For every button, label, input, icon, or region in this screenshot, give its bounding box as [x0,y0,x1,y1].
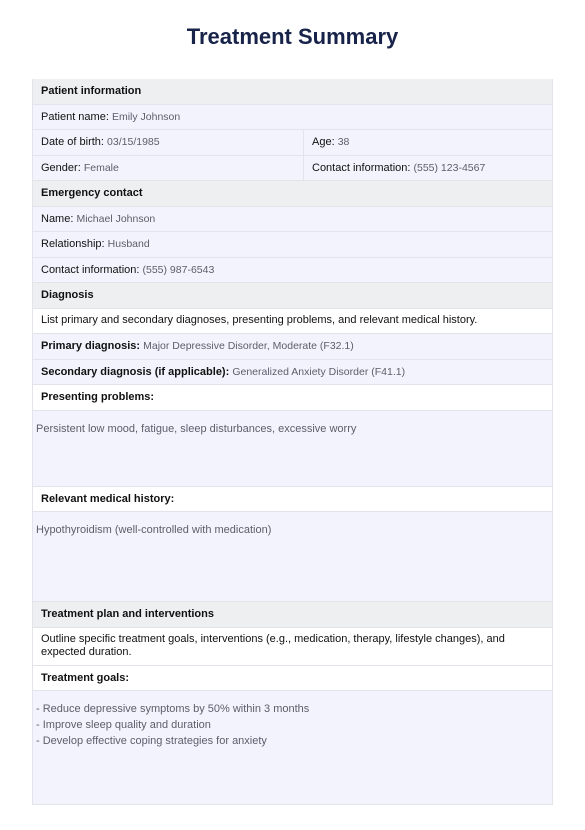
section-patient-information [33,79,552,105]
field-label: Presenting problems: [41,391,155,404]
field-label: Treatment goals: [41,671,130,684]
gender-contact-row [33,156,552,182]
relationship-value: Husband [107,238,150,251]
relationship-row [33,232,552,258]
dob-field[interactable] [33,130,303,155]
emergency-contact-info-row [33,258,552,284]
presenting-problems-label-row [33,385,552,411]
field-label: Relationship: [41,238,105,251]
treatment-goals-textarea[interactable] [33,691,552,804]
patient-name-value: Emily Johnson [111,110,181,123]
treatment-goal-item: - Improve sleep quality and duration [36,719,211,731]
section-heading: Diagnosis [33,283,552,308]
treatment-goal-item: - Develop effective coping strategies for anxiety [36,735,267,747]
document-title: Treatment Summary [186,24,399,49]
field-label: Contact information: [41,263,140,276]
field-label: Patient name: [41,110,109,123]
medical-history-row [33,512,552,602]
field-label: Contact information: [312,161,411,174]
secondary-diagnosis-field[interactable] [33,360,552,385]
patient-contact-field[interactable] [303,156,552,181]
diagnosis-instructions-row [33,309,552,335]
age-value: 38 [337,136,350,149]
treatment-instructions: Outline specific treatment goals, interventions (e.g., medication, therapy, lifestyle changes), and expected duration. [33,628,552,665]
emergency-name-field[interactable] [33,207,552,232]
relationship-field[interactable] [33,232,552,257]
medical-history-textarea[interactable]: Hypothyroidism (well-controlled with medication) [33,512,552,601]
patient-name-row [33,105,552,131]
treatment-goals-row [33,691,552,805]
section-emergency-contact [33,181,552,207]
diagnosis-instructions: List primary and secondary diagnoses, presenting problems, and relevant medical history. [33,309,552,334]
field-label: Age: [312,136,335,149]
patient-contact-value: (555) 123-4567 [413,161,486,174]
dob-age-row [33,130,552,156]
primary-diagnosis-row [33,334,552,360]
treatment-instructions-row [33,628,552,666]
presenting-problems-label [33,385,552,410]
section-diagnosis [33,283,552,309]
section-heading: Treatment plan and interventions [33,602,552,627]
patient-name-field[interactable] [33,105,552,130]
age-field[interactable] [303,130,552,155]
emergency-contact-field[interactable] [33,258,552,283]
section-heading: Patient information [33,79,552,104]
presenting-problems-row [33,411,552,487]
section-heading: Emergency contact [33,181,552,206]
treatment-goal-item: - Reduce depressive symptoms by 50% within 3 months [36,703,310,715]
dob-value: 03/15/1985 [107,136,160,149]
medical-history-label-row [33,487,552,513]
treatment-summary-form [32,79,553,805]
field-label: Relevant medical history: [41,492,175,505]
emergency-contact-value: (555) 987-6543 [142,263,215,276]
secondary-diagnosis-row [33,360,552,386]
treatment-goals-label-row [33,666,552,692]
field-label: Date of birth: [41,136,104,149]
primary-diagnosis-value: Major Depressive Disorder, Moderate (F32.1) [143,340,354,353]
medical-history-label [33,487,552,512]
field-label: Secondary diagnosis (if applicable): [41,365,230,378]
emergency-name-value: Michael Johnson [76,212,156,225]
section-treatment-plan [33,602,552,628]
field-label: Name: [41,212,74,225]
treatment-goals-label [33,666,552,691]
emergency-name-row [33,207,552,233]
gender-value: Female [83,161,119,174]
gender-field[interactable] [33,156,303,181]
field-label: Primary diagnosis: [41,340,141,353]
field-label: Gender: [41,161,81,174]
presenting-problems-textarea[interactable]: Persistent low mood, fatigue, sleep disturbances, excessive worry [33,411,552,486]
primary-diagnosis-field[interactable] [33,334,552,359]
secondary-diagnosis-value: Generalized Anxiety Disorder (F41.1) [232,365,406,378]
